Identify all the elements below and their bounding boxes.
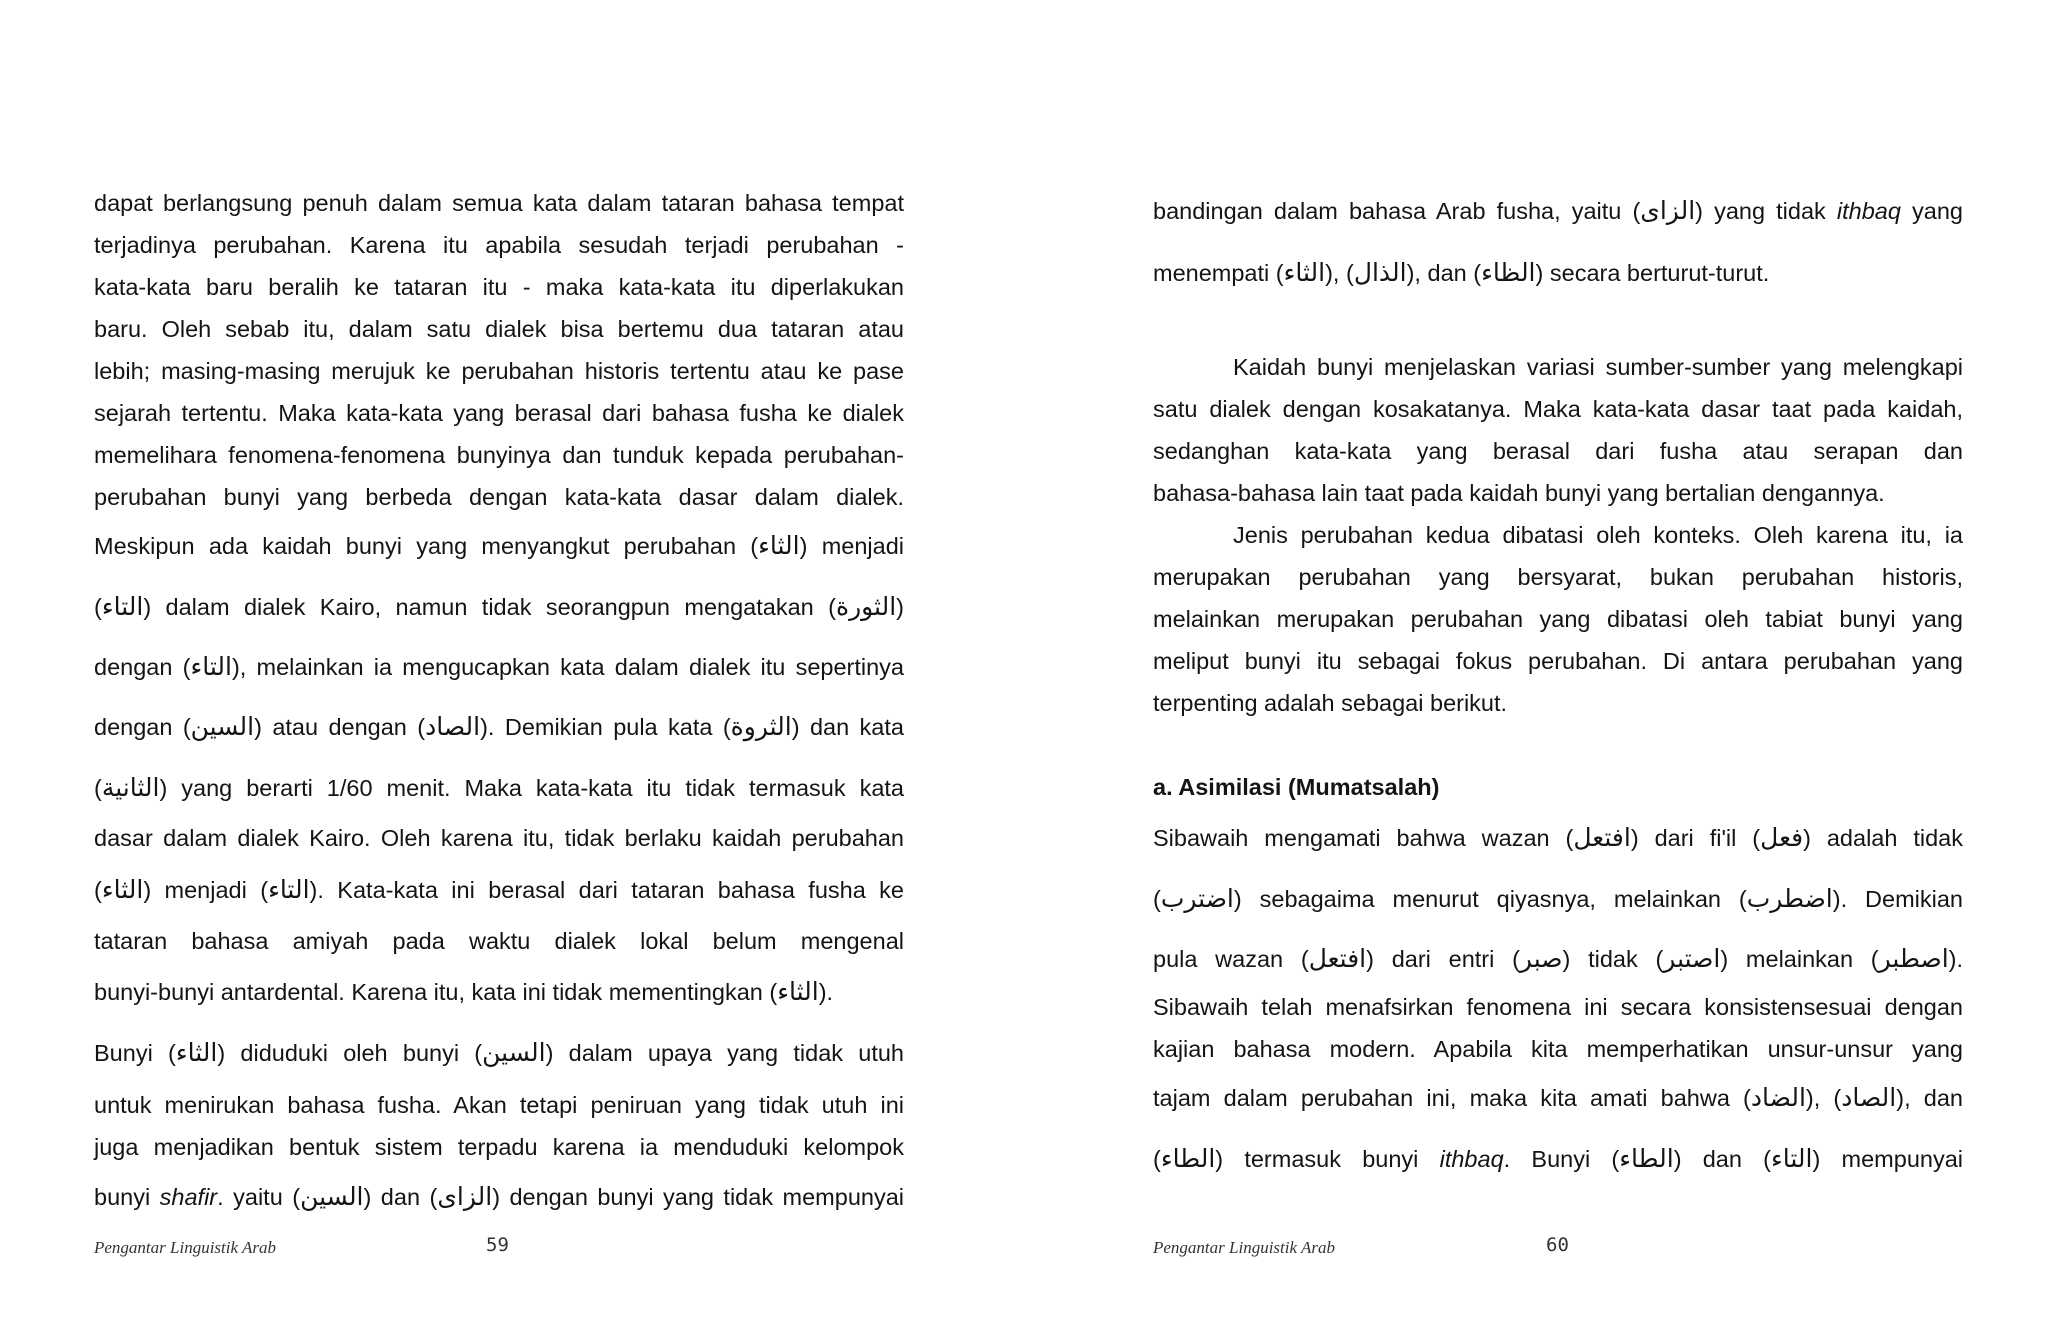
text-line: Sibawaih mengamati bahwa wazan (افتعل) dari fi'il (فعل) adalah tidak: [1153, 823, 1963, 852]
text-line: baru. Oleh sebab itu, dalam satu dialek bisa bertemu dua tataran atau: [94, 316, 904, 342]
text-line: terjadinya perubahan. Karena itu apabila sesudah terjadi perubahan -: [94, 232, 904, 258]
text-line: dasar dalam dialek Kairo. Oleh karena itu, tidak berlaku kaidah perubahan: [94, 825, 904, 851]
page-number: 59: [486, 1234, 509, 1256]
page-59: [94, 0, 904, 1339]
text-line: Kaidah bunyi menjelaskan variasi sumber-sumber yang melengkapi: [1233, 354, 1963, 380]
text-line: terpenting adalah sebagai berikut.: [1153, 690, 1508, 716]
text-line: melainkan merupakan perubahan yang dibatasi oleh tabiat bunyi yang: [1153, 606, 1963, 632]
text-line: (الثاء) menjadi (التاء). Kata-kata ini berasal dari tataran bahasa fusha ke: [94, 875, 904, 904]
text-line: (اضترب) sebagaima menurut qiyasnya, melainkan (اضطرب). Demikian: [1153, 884, 1963, 913]
text-line: kajian bahasa modern. Apabila kita memperhatikan unsur-unsur yang: [1153, 1036, 1963, 1062]
text-line: bandingan dalam bahasa Arab fusha, yaitu (الزاى) yang tidak ithbaq yang: [1153, 196, 1963, 225]
text-line: (التاء) dalam dialek Kairo, namun tidak seorangpun mengatakan (الثورة): [94, 592, 904, 621]
text-line: Sibawaih telah menafsirkan fenomena ini secara konsistensesuai dengan: [1153, 994, 1963, 1020]
section-heading: a. Asimilasi (Mumatsalah): [1153, 774, 1440, 800]
text-line: bahasa-bahasa lain taat pada kaidah bunyi yang bertalian dengannya.: [1153, 480, 1885, 506]
text-line: untuk menirukan bahasa fusha. Akan tetapi peniruan yang tidak utuh ini: [94, 1092, 904, 1118]
text-line: dengan (التاء), melainkan ia mengucapkan kata dalam dialek itu sepertinya: [94, 652, 904, 681]
text-line: (الطاء) termasuk bunyi ithbaq. Bunyi (الطاء) dan (التاء) mempunyai: [1153, 1144, 1964, 1173]
text-line: satu dialek dengan kosakatanya. Maka kata-kata dasar taat pada kaidah,: [1153, 396, 1963, 422]
text-line: menempati (الثاء), (الذال), dan (الظاء) secara berturut-turut.: [1153, 258, 1770, 287]
text-line: sejarah tertentu. Maka kata-kata yang berasal dari bahasa fusha ke dialek: [94, 400, 904, 426]
text-line: (الثانية) yang berarti 1/60 menit. Maka kata-kata itu tidak termasuk kata: [94, 773, 904, 802]
text-line: Bunyi (الثاء) diduduki oleh bunyi (السين) dalam upaya yang tidak utuh: [94, 1038, 904, 1067]
running-title: Pengantar Linguistik Arab: [1153, 1238, 1335, 1257]
text-line: merupakan perubahan yang bersyarat, bukan perubahan historis,: [1153, 564, 1963, 590]
text-line: dapat berlangsung penuh dalam semua kata dalam tataran bahasa tempat: [94, 190, 904, 216]
page-number: 60: [1546, 1234, 1569, 1256]
page-60: [1153, 0, 1963, 1339]
text-line: bunyi shafir. yaitu (السين) dan (الزاى) dengan bunyi yang tidak mempunyai: [94, 1182, 905, 1211]
text-line: sedanghan kata-kata yang berasal dari fusha atau serapan dan: [1153, 438, 1963, 464]
text-line: perubahan bunyi yang berbeda dengan kata-kata dasar dalam dialek.: [94, 484, 904, 510]
text-line: juga menjadikan bentuk sistem terpadu karena ia menduduki kelompok: [94, 1134, 904, 1160]
text-line: bunyi-bunyi antardental. Karena itu, kata ini tidak mementingkan (الثاء).: [94, 977, 834, 1006]
text-line: Meskipun ada kaidah bunyi yang menyangkut perubahan (الثاء) menjadi: [94, 531, 904, 560]
text-line: tataran bahasa amiyah pada waktu dialek lokal belum mengenal: [94, 928, 904, 954]
text-line: pula wazan (افتعل) dari entri (صبر) tidak (اصتبر) melainkan (اصطبر).: [1153, 944, 1964, 973]
text-line: tajam dalam perubahan ini, maka kita amati bahwa (الضاد), (الصاد), dan: [1153, 1083, 1963, 1112]
text-line: Jenis perubahan kedua dibatasi oleh konteks. Oleh karena itu, ia: [1233, 522, 1963, 548]
text-line: memelihara fenomena-fenomena bunyinya dan tunduk kepada perubahan-: [94, 442, 904, 468]
running-title: Pengantar Linguistik Arab: [94, 1238, 276, 1257]
text-line: meliput bunyi itu sebagai fokus perubahan. Di antara perubahan yang: [1153, 648, 1963, 674]
text-line: lebih; masing-masing merujuk ke perubahan historis tertentu atau ke pase: [94, 358, 904, 384]
text-line: dengan (السين) atau dengan (الصاد). Demikian pula kata (الثروة) dan kata: [94, 712, 904, 741]
text-line: kata-kata baru beralih ke tataran itu - maka kata-kata itu diperlakukan: [94, 274, 904, 300]
